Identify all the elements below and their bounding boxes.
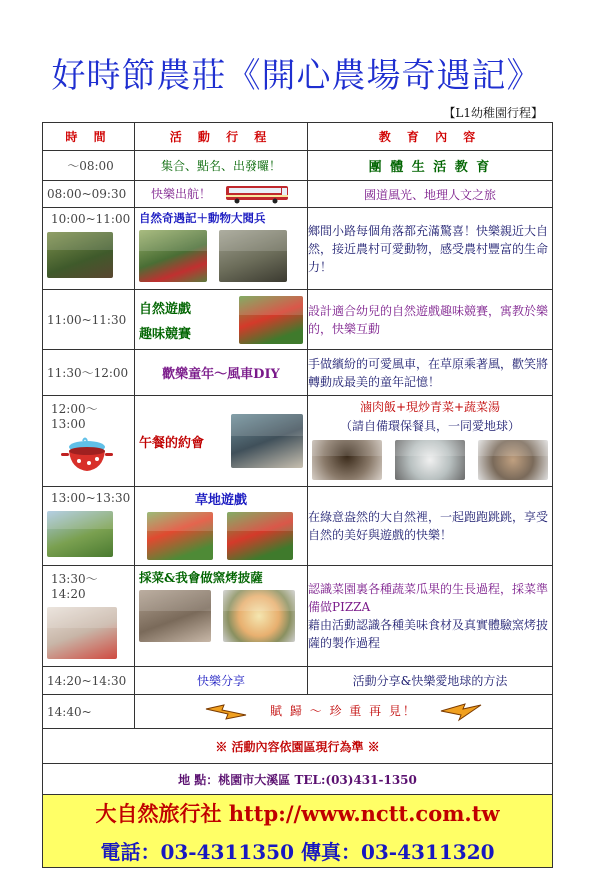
- row-content: 設計適合幼兒的自然遊戲趣味競賽，寓教於樂的，快樂互動: [308, 290, 553, 350]
- row-time: 13:30～14:20: [51, 572, 98, 601]
- row-content: 國道風光、地理人文之旅: [308, 181, 553, 208]
- row-activity: 集合、點名、出發囉！: [135, 151, 308, 181]
- lightning-icon: [204, 701, 248, 723]
- address-row: [43, 764, 553, 795]
- row-content-line1: 認識菜園裏各種蔬菜瓜果的生長過程，採菜準備做PIZZA: [308, 582, 549, 614]
- vegetables-photo: [395, 440, 465, 480]
- bus-icon: [225, 184, 291, 204]
- header-content: 教 育 內 容: [308, 123, 553, 151]
- table-row: [43, 487, 553, 566]
- schedule-table: [42, 122, 553, 868]
- table-header: [43, 123, 553, 151]
- braised-pork-photo: [312, 440, 382, 480]
- table-row: [43, 695, 553, 729]
- row-time: 14:40~: [43, 695, 135, 729]
- row-activity-line2: 趣味競賽: [139, 326, 192, 342]
- header-activity: 活 動 行 程: [135, 123, 308, 151]
- table-row: [43, 667, 553, 695]
- lightning-icon-2: [439, 701, 483, 723]
- pizza-photo: [223, 590, 295, 642]
- table-row: [43, 208, 553, 290]
- disclaimer-note: ※ 活動內容依園區現行為準 ※: [43, 729, 553, 764]
- lawn-photo: [47, 511, 113, 557]
- row-activity: 採菜&我會做窯烤披薩: [139, 570, 263, 585]
- lunch-photo: [231, 414, 303, 468]
- row-activity: 歡樂童年～風車DIY: [135, 350, 308, 396]
- table-row: [43, 396, 553, 487]
- pot-icon: [57, 435, 117, 479]
- row-time: 08:00~09:30: [43, 181, 135, 208]
- agency-contact: 電話：03-4311350 傳真：03-4311320: [100, 839, 495, 864]
- row-time: 11:30～12:00: [43, 350, 135, 396]
- page-title: 好時節農莊《開心農場奇遇記》: [51, 56, 542, 96]
- row-content: 團 體 生 活 教 育: [308, 151, 553, 181]
- farm-animals-photo: [219, 230, 287, 282]
- deer-photo: [139, 230, 207, 282]
- row-time: 14:20~14:30: [43, 667, 135, 695]
- row-content: 手做繽紛的可愛風車，在草原乘著風，歡笑將轉動成最美的童年記憶！: [308, 350, 553, 396]
- agency-name: 大自然旅行社 http://www.nctt.com.tw: [95, 800, 500, 826]
- row-activity: 午餐的約會: [139, 435, 205, 451]
- table-row: [43, 566, 553, 667]
- row-time: 10:00~11:00: [51, 212, 131, 226]
- row-activity: 自然奇遇記＋動物大閱兵: [139, 211, 266, 225]
- row-time: ～08:00: [43, 151, 135, 181]
- children-farm-photo: [47, 232, 113, 278]
- program-tag: 【L1幼稚園行程】: [443, 106, 543, 120]
- header-time: 時 間: [43, 123, 135, 151]
- row-content-line2: （請自備環保餐具，一同愛地球）: [339, 419, 520, 433]
- row-content: 鄉間小路每個角落都充滿驚喜！快樂親近大自然，接近農村可愛動物，感受農村豐富的生命力！: [308, 208, 553, 290]
- row-time: 12:00～13:00: [51, 402, 98, 431]
- lawn-games-photo-2: [227, 512, 293, 560]
- row-content: 在綠意盎然的大自然裡，一起跑跑跳跳，享受自然的美好與遊戲的快樂！: [308, 487, 553, 566]
- row-activity: 草地遊戲: [194, 493, 247, 508]
- kids-cooking-photo: [47, 607, 117, 659]
- row-content-line2: 藉由活動認識各種美味食材及真實體驗窯烤披薩的製作過程: [308, 618, 549, 650]
- address-line: 地 點：桃園市大溪區 TEL:(03)431-1350: [43, 764, 553, 795]
- agency-row: [43, 795, 553, 868]
- note-row: [43, 729, 553, 764]
- row-activity: 快樂分享: [135, 667, 308, 695]
- row-time: 13:00~13:30: [51, 491, 131, 505]
- row-activity: 快樂出航！: [151, 186, 212, 201]
- table-row: [43, 290, 553, 350]
- row-content-line1: 滷肉飯+現炒青菜+蔬菜湯: [359, 400, 501, 414]
- table-row: [43, 181, 553, 208]
- oven-photo: [139, 590, 211, 642]
- nature-games-photo: [239, 296, 303, 344]
- row-activity-line1: 自然遊戲: [139, 301, 192, 317]
- row-activity: 賦 歸 ～ 珍 重 再 見！: [270, 704, 417, 718]
- row-content: 活動分享&快樂愛地球的方法: [308, 667, 553, 695]
- table-row: [43, 350, 553, 396]
- lawn-games-photo: [147, 512, 213, 560]
- soup-photo: [478, 440, 548, 480]
- table-row: [43, 151, 553, 181]
- row-time: 11:00~11:30: [43, 290, 135, 350]
